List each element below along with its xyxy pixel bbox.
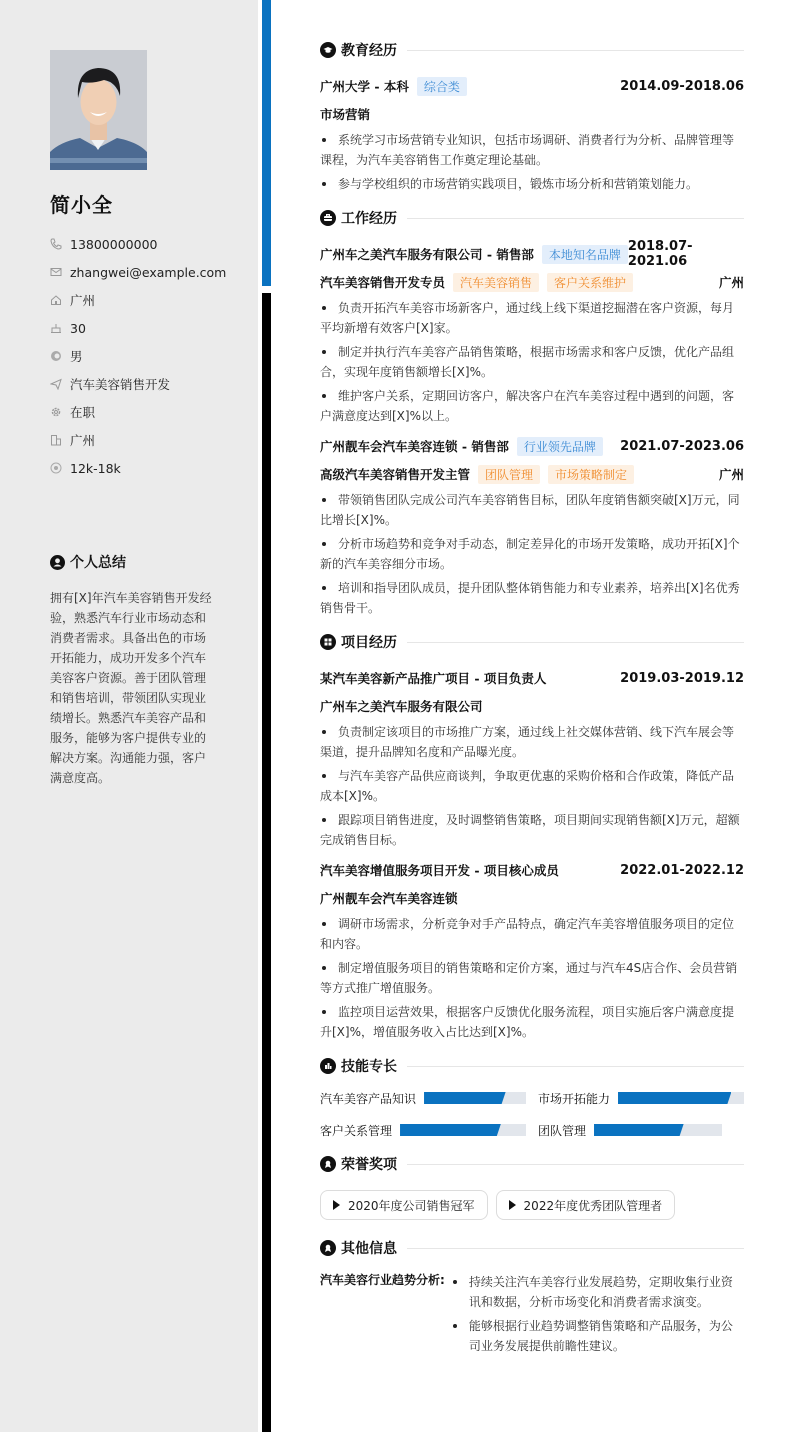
award-icon (320, 1156, 336, 1172)
info-email-value: zhangwei@example.com (70, 264, 227, 280)
play-triangle-icon (333, 1200, 340, 1210)
major: 市场营销 (320, 107, 371, 122)
avatar (50, 50, 147, 170)
skill-bar (400, 1124, 526, 1136)
company-name: 广州车之美汽车服务有限公司 - 销售部 (320, 247, 534, 262)
awards-section (320, 1152, 744, 1220)
company-name: 广州靓车会汽车美容连锁 - 销售部 (320, 439, 509, 454)
portrait-image (50, 50, 147, 170)
other-section (320, 1236, 744, 1360)
cake-icon (50, 322, 62, 334)
info-age (50, 314, 250, 342)
role-tag: 团队管理 (478, 465, 540, 484)
info-gender (50, 342, 250, 370)
info-salary (50, 454, 250, 482)
info-status-value: 在职 (70, 405, 96, 420)
education-heading (320, 38, 744, 62)
summary-text: 拥有[X]年汽车美容销售开发经验，熟悉汽车行业市场动态和消费者需求。具备出色的市场开拓能力，成功开发多个汽车美容客户资源。善于团队管理和销售培训，带领团队实现业绩增长。熟悉汽车美容产品和服务，能够为客户提供专业的解决方案。沟通能力强，客户满意度高。 (50, 591, 212, 785)
contact-info-list (50, 230, 250, 482)
candidate-name: 简小全 (50, 193, 113, 217)
info-location (50, 286, 250, 314)
skill-name: 市场开拓能力 (538, 1091, 611, 1106)
info-salary-value: 12k-18k (70, 460, 121, 476)
project-date: 2019.03-2019.12 (620, 670, 744, 686)
accent-bar-black (262, 293, 271, 1432)
user-circle-icon (50, 555, 65, 570)
skill-name: 汽车美容产品知识 (320, 1091, 417, 1106)
project-date: 2022.01-2022.12 (620, 862, 744, 878)
skill-bar-fill (400, 1124, 501, 1136)
info-age-value: 30 (70, 320, 86, 336)
list-item: 维护客户关系，定期回访客户，解决客户在汽车美容过程中遇到的问题，客户满意度达到[X]%以上。 (320, 389, 735, 423)
major-row (320, 100, 744, 128)
list-item: 负责制定该项目的市场推广方案，通过线上社交媒体营销、线下汽车展会等渠道，提升品牌知名度和产品曝光度。 (320, 725, 735, 759)
list-item: 制定增值服务项目的销售策略和定价方案，通过与汽车4S店合作、会员营销等方式推广增值服务。 (320, 961, 738, 995)
school-tag: 综合类 (417, 77, 467, 96)
accent-bar-blue (262, 0, 271, 286)
list-item: 分析市场趋势和竞争对手动态，制定差异化的市场开发策略，成功开拓[X]个新的汽车美容细分市场。 (320, 537, 740, 571)
gender-icon (50, 350, 62, 362)
work-city: 广州 (718, 467, 744, 482)
divider (407, 1248, 744, 1249)
summary-title: 个人总结 (70, 555, 126, 571)
list-item: 调研市场需求，分析竞争对手产品特点，确定汽车美容增值服务项目的定位和内容。 (320, 917, 735, 951)
skill-bar (594, 1124, 722, 1136)
other-bullets (451, 1272, 744, 1360)
bar-chart-icon (320, 1058, 336, 1074)
project-item (320, 664, 744, 850)
list-item: 跟踪项目销售进度，及时调整销售策略，项目期间实现销售额[X]万元，超额完成销售目标。 (320, 813, 740, 847)
info-location-value: 广州 (70, 293, 96, 308)
skill-bar-fill (618, 1092, 731, 1104)
send-icon (50, 378, 62, 390)
info-phone-value: 13800000000 (70, 236, 158, 252)
education-row (320, 72, 744, 100)
project-org: 广州靓车会汽车美容连锁 (320, 891, 458, 906)
divider (407, 50, 744, 51)
education-title: 教育经历 (341, 43, 397, 59)
list-item: 带领销售团队完成公司汽车美容销售目标，团队年度销售额突破[X]万元，同比增长[X]%。 (320, 493, 740, 527)
skills-grid (320, 1088, 744, 1140)
summary-heading (50, 552, 126, 572)
project-name: 某汽车美容新产品推广项目 - 项目负责人 (320, 671, 547, 686)
skill-item (538, 1120, 744, 1140)
work-city: 广州 (718, 275, 744, 290)
role-title: 汽车美容销售开发专员 (320, 275, 446, 290)
work-date: 2018.07-2021.06 (627, 239, 693, 269)
education-bullets (320, 130, 744, 194)
info-email (50, 258, 250, 286)
work-title: 工作经历 (341, 211, 397, 227)
work-item (320, 432, 744, 618)
skill-name: 客户关系管理 (320, 1123, 393, 1138)
divider (407, 1164, 744, 1165)
main-content (320, 38, 744, 1372)
info-gender-value: 男 (70, 349, 83, 364)
other-title: 其他信息 (341, 1241, 397, 1257)
salary-icon (50, 462, 62, 474)
list-item: 培训和指导团队成员，提升团队整体销售能力和专业素养，培养出[X]名优秀销售骨干。 (320, 581, 740, 615)
building-icon (50, 434, 62, 446)
project-item (320, 856, 744, 1042)
awards-title: 荣誉奖项 (341, 1157, 397, 1173)
award-item (496, 1190, 676, 1220)
work-date: 2021.07-2023.06 (620, 438, 744, 454)
skill-item (320, 1120, 538, 1140)
award-label: 2020年度公司销售冠军 (348, 1198, 475, 1213)
projects-section (320, 630, 744, 1042)
other-row (320, 1270, 744, 1360)
other-heading (320, 1236, 744, 1260)
skills-heading (320, 1054, 744, 1078)
list-item: 能够根据行业趋势调整销售策略和产品服务，为公司业务发展提供前瞻性建议。 (451, 1316, 744, 1356)
skills-section (320, 1054, 744, 1140)
projects-heading (320, 630, 744, 654)
awards-heading (320, 1152, 744, 1176)
project-name: 汽车美容增值服务项目开发 - 项目核心成员 (320, 863, 559, 878)
divider (407, 1066, 744, 1067)
list-item: 制定并执行汽车美容产品销售策略，根据市场需求和客户反馈，优化产品组合，实现年度销售额增长[X]%。 (320, 345, 735, 379)
work-section (320, 206, 744, 618)
work-item (320, 240, 744, 426)
role-tag: 客户关系维护 (547, 273, 633, 292)
project-org: 广州车之美汽车服务有限公司 (320, 699, 483, 714)
status-gear-icon (50, 406, 62, 418)
info-job-intent (50, 370, 250, 398)
award-icon (320, 1240, 336, 1256)
divider (407, 218, 744, 219)
company-tag: 行业领先品牌 (517, 437, 603, 456)
play-triangle-icon (509, 1200, 516, 1210)
list-item: 参与学校组织的市场营销实践项目，锻炼市场分析和营销策划能力。 (320, 174, 744, 194)
education-date: 2014.09-2018.06 (620, 78, 744, 94)
work-heading (320, 206, 744, 230)
list-item: 系统学习市场营销专业知识，包括市场调研、消费者行为分析、品牌管理等课程，为汽车美容销售工作奠定理论基础。 (320, 133, 735, 167)
list-item: 与汽车美容产品供应商谈判，争取更优惠的采购价格和合作政策，降低产品成本[X]%。 (320, 769, 735, 803)
info-job-intent-value: 汽车美容销售开发 (70, 377, 171, 392)
skill-item (320, 1088, 538, 1108)
skill-bar (424, 1092, 526, 1104)
info-status (50, 398, 250, 426)
school-name: 广州大学 - 本科 (320, 79, 409, 94)
awards-list (320, 1190, 744, 1220)
home-icon (50, 294, 62, 306)
phone-icon (50, 238, 62, 250)
skill-item (538, 1088, 744, 1108)
info-work-city-value: 广州 (70, 433, 96, 448)
mail-icon (50, 266, 62, 278)
skill-bar-fill (594, 1124, 684, 1136)
info-work-city (50, 426, 250, 454)
graduation-cap-icon (320, 42, 336, 58)
briefcase-icon (320, 210, 336, 226)
award-label: 2022年度优秀团队管理者 (523, 1198, 663, 1213)
company-tag: 本地知名品牌 (542, 245, 628, 264)
projects-title: 项目经历 (341, 635, 397, 651)
list-item: 监控项目运营效果，根据客户反馈优化服务流程，项目实施后客户满意度提升[X]%，增值服务收入占比达到[X]%。 (320, 1005, 735, 1039)
role-tag: 汽车美容销售 (453, 273, 539, 292)
grid-icon (320, 634, 336, 650)
role-tag: 市场策略制定 (548, 465, 634, 484)
role-title: 高级汽车美容销售开发主管 (320, 467, 471, 482)
list-item: 负责开拓汽车美容市场新客户，通过线上线下渠道挖掘潜在客户资源，每月平均新增有效客户[X]家。 (320, 301, 735, 335)
education-section (320, 38, 744, 194)
divider (407, 642, 744, 643)
other-label: 汽车美容行业趋势分析: (320, 1273, 445, 1287)
skill-bar-fill (424, 1092, 506, 1104)
skills-title: 技能专长 (341, 1059, 397, 1075)
award-item (320, 1190, 488, 1220)
skill-bar (618, 1092, 744, 1104)
skill-name: 团队管理 (538, 1123, 587, 1138)
info-phone (50, 230, 250, 258)
list-item: 持续关注汽车美容行业发展趋势，定期收集行业资讯和数据，分析市场变化和消费者需求演变。 (451, 1272, 744, 1312)
